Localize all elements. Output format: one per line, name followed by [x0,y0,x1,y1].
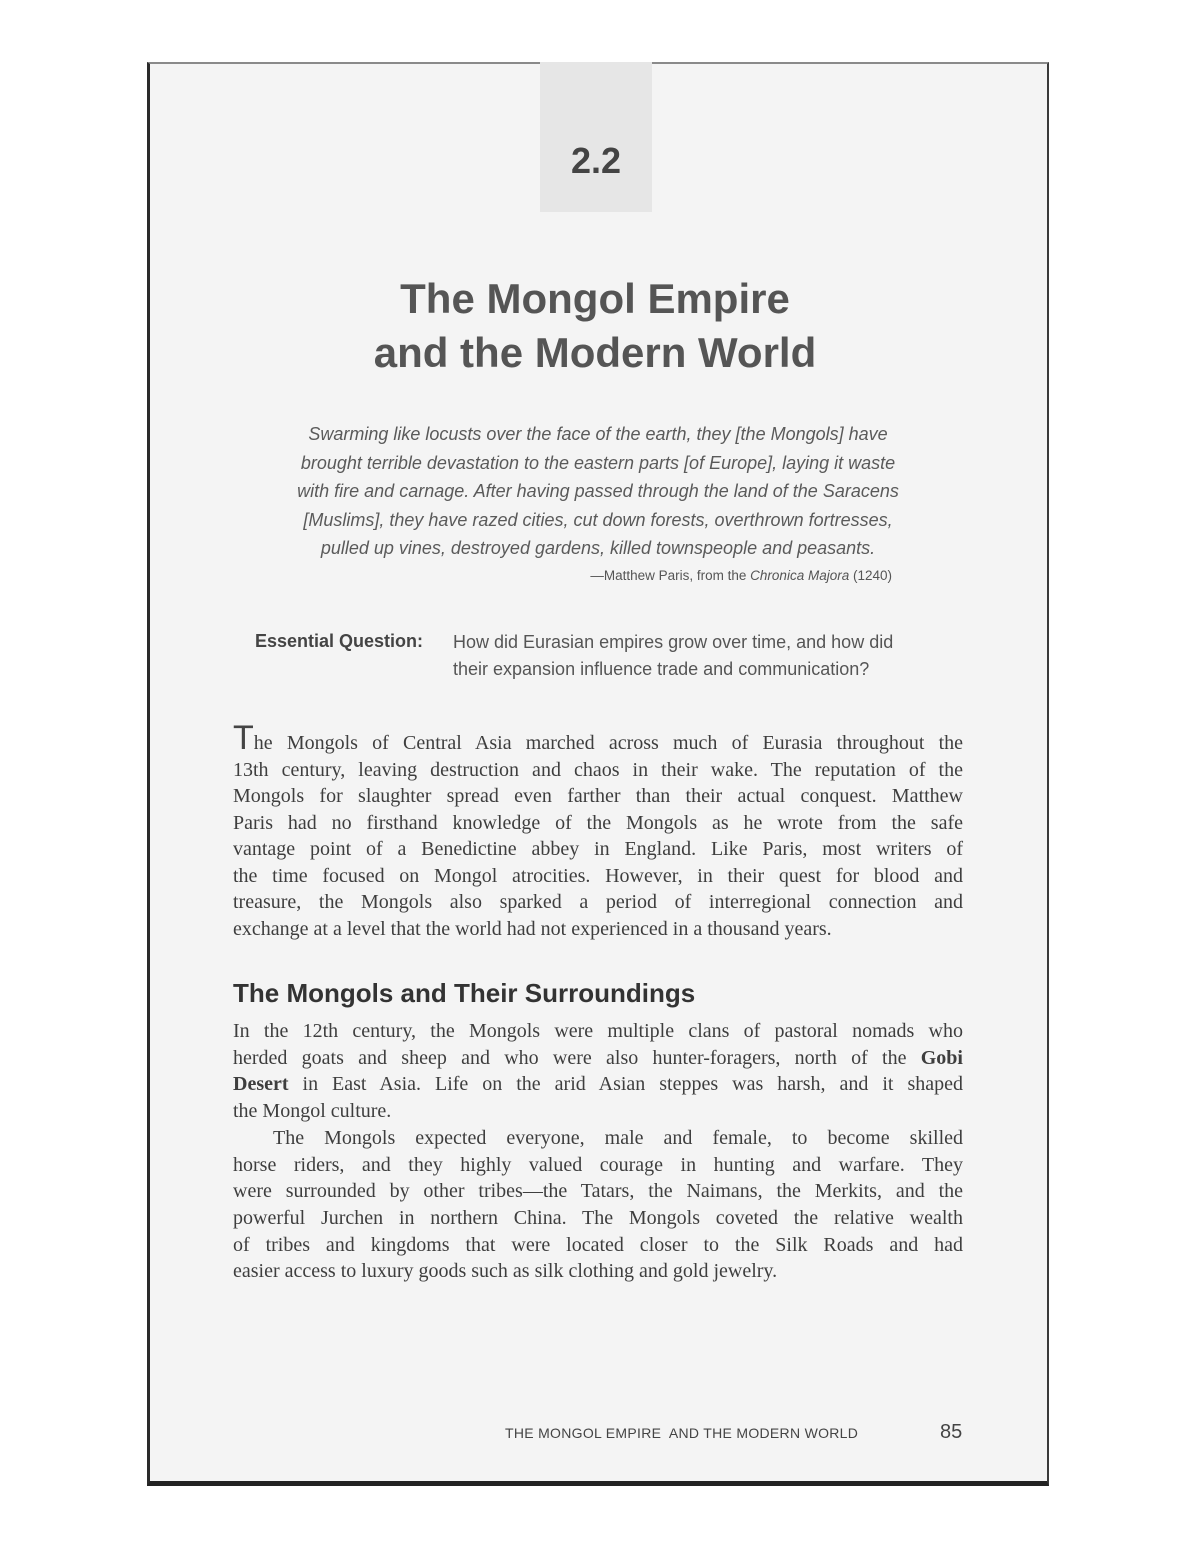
intro-line: treasure, the Mongols also sparked a period of interregional connection and [233,891,963,913]
intro-line: the time focused on Mongol atrocities. However, in their quest for blood and [233,864,963,887]
essential-question-text [453,629,973,683]
body-line: The Mongols expected everyone, male and female, to become skilled [273,1126,963,1149]
body-line [233,1071,963,1098]
epigraph-attribution [500,568,892,583]
epigraph-line: with fire and carnage. After having passed through the land of the Saracens [297,481,899,501]
essential-question-label: Essential Question: [255,631,424,651]
essential-question-line: their expansion influence trade and communication? [453,659,870,679]
chapter-title [300,272,890,380]
intro-line: Mongols for slaughter spread even farther than their actual conquest. Matthew [233,785,963,807]
attribution-work: Chronica Majora [750,568,850,583]
intro-line: vantage point of a Benedictine abbey in England. Like Paris, most writers of [233,838,963,860]
body-line: horse riders, and they highly valued courage in hunting and warfare. They [233,1153,963,1176]
intro-paragraph [233,719,963,942]
body-line: In the 12th century, the Mongols were multiple clans of pastoral nomads who [233,1020,963,1042]
intro-line-first [233,719,963,757]
body-text [233,1018,963,1285]
attribution-prefix: —Matthew Paris, from the [590,568,751,583]
page-number: 85 [940,1421,963,1443]
section-subheading: The Mongols and Their Surroundings [233,978,696,1008]
attribution-suffix: (1240) [849,568,892,583]
section-tab [540,62,652,212]
body-line: the Mongol culture. [233,1100,392,1123]
title-line-1: The Mongol Empire [400,275,790,322]
intro-line: Paris had no firsthand knowledge of the Mongols as he wrote from the safe [233,811,963,834]
body-line: powerful Jurchen in northern China. The Mongols coveted the relative wealth [233,1206,963,1229]
term-desert: Desert [233,1073,289,1096]
body-line-text: herded goats and sheep and who were also hunter-foragers, north of the [233,1046,921,1069]
essential-question-line: How did Eurasian empires grow over time, and how did [453,632,894,652]
epigraph-line: pulled up vines, destroyed gardens, killed townspeople and peasants. [320,538,876,558]
body-line: of tribes and kingdoms that were located closer to the Silk Roads and had [233,1233,963,1256]
epigraph-line: brought terrible devastation to the eastern parts [of Europe], laying it waste [300,452,896,473]
epigraph-line: [Muslims], they have razed cities, cut down forests, overthrown fortresses, [303,509,893,530]
drop-cap: T [233,719,254,757]
running-footer: THE MONGOL EMPIRE AND THE MODERN WORLD [505,1425,859,1441]
title-line-2: and the Modern World [373,329,817,376]
epigraph-quote [238,420,958,563]
body-line-text: in East Asia. Life on the arid Asian steppes was harsh, and it shaped [288,1073,963,1096]
term-gobi: Gobi [920,1046,963,1069]
body-line: easier access to luxury goods such as silk clothing and gold jewelry. [233,1260,778,1283]
body-line [233,1045,963,1072]
intro-first-line-text: he Mongols of Central Asia marched across much of Eurasia throughout the [253,732,963,754]
epigraph-line: Swarming like locusts over the face of the earth, they [the Mongols] have [308,424,888,444]
body-line: were surrounded by other tribes—the Tatars, the Naimans, the Merkits, and the [233,1180,963,1203]
intro-line: 13th century, leaving destruction and chaos in their wake. The reputation of the [233,758,963,781]
intro-line: exchange at a level that the world had not experienced in a thousand years. [233,917,832,940]
section-number: 2.2 [570,140,622,181]
